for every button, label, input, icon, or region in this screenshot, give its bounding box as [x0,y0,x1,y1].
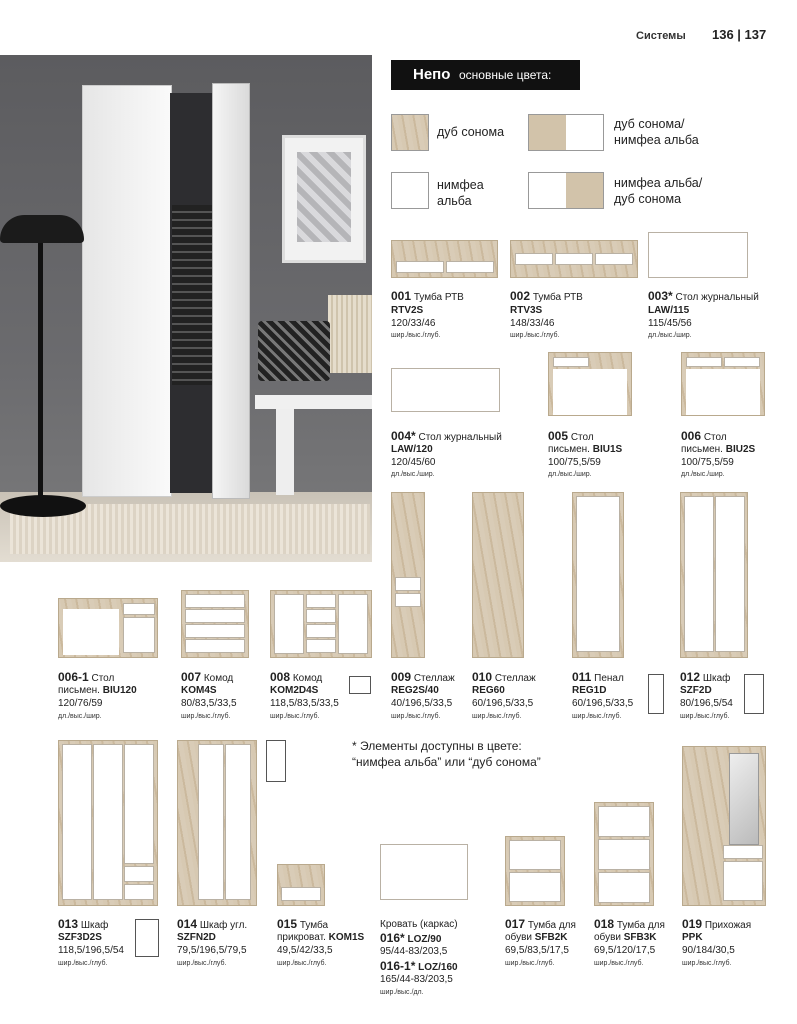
product-code: REG60 [472,685,505,696]
desk-005 [548,352,632,416]
dims-label: шир./выс./глуб. [594,960,644,967]
bed-code: LOZ/90 [407,934,442,945]
bed-title: Кровать (каркас) [380,919,458,930]
product-dims: 79,5/196,5/79,5 [177,945,247,956]
product-name: Прихожая [704,920,752,931]
bed-016 [380,844,468,900]
product-dims: 80/83,5/33,5 [181,698,237,709]
bed-code-2: LOZ/160 [418,962,458,973]
product-number: 009 [391,670,412,684]
product-dims: 60/196,5/33,5 [572,698,634,709]
bench [255,395,372,409]
shelf-009 [391,492,425,658]
wall-picture [282,135,366,263]
product-name-2: письмен. [681,444,723,455]
product-name-2: прикроват. [277,932,326,943]
product-dims: 100/75,5/59 [681,457,734,468]
product-name: Тумба РТВ [532,292,583,303]
sketch-008 [349,676,371,694]
dims-label: шир./выс./глуб. [682,960,732,967]
product-name: Стеллаж [413,673,455,684]
product-number: 002 [510,289,531,303]
product-dims: 69,5/120/17,5 [594,945,656,956]
hallway-019 [682,746,766,906]
dresser-008 [270,590,372,658]
product-dims: 40/196,5/33,5 [391,698,453,709]
dims-label: дл./выс./шир. [648,332,692,339]
product-dims: 120/33/46 [391,318,436,329]
product-name: Стол [570,432,594,443]
shelf-010 [472,492,524,658]
product-number: 006 [681,429,702,443]
product-name: Пенал [594,673,624,684]
product-code: RTV2S [391,305,424,316]
product-name: Тумба для [616,920,665,931]
page-numbers: 136 | 137 [712,27,767,42]
product-name: Стол журнальный [418,432,502,443]
swatch-white [391,172,429,209]
swatch-label-oak-white: дуб сонома/ нимфеа альба [614,117,699,147]
dims-label: шир./выс./глуб. [277,960,327,967]
dims-label: шир./выс./глуб. [505,960,555,967]
dims-label: шир./выс./глуб. [58,960,108,967]
desk-006 [681,352,765,416]
swatch-white-oak [528,172,604,209]
product-number: 006-1 [58,670,89,684]
swatch-label-oak: дуб сонома [437,125,505,139]
swatch-label-white-oak: нимфеа альба/ дуб сонома [614,176,703,206]
product-dims: 60/196,5/33,5 [472,698,534,709]
bed-number-2: 016-1* [380,959,416,973]
product-number: 010 [472,670,493,684]
dims-label: шир./выс./глуб. [572,713,622,720]
product-code: RTV3S [510,305,543,316]
bed-dims-2: 165/44-83/203,5 [380,974,453,985]
product-name: Шкаф [702,673,731,684]
sketch-011 [648,674,664,714]
product-dims: 69,5/83,5/17,5 [505,945,569,956]
product-dims: 90/184/30,5 [682,945,735,956]
product-number: 012 [680,670,701,684]
swatch-oak-white [528,114,604,151]
product-name-2: письмен. [58,685,100,696]
dims-label: дл./выс./шир. [548,471,592,478]
product-name: Стеллаж [494,673,536,684]
section-title: Системы [636,30,686,42]
dims-label: шир./выс./глуб. [270,713,320,720]
product-dims: 49,5/42/33,5 [277,945,333,956]
product-number: 008 [270,670,291,684]
product-number: 014 [177,917,198,931]
product-number: 003* [648,289,673,303]
nightstand-015 [277,864,325,906]
product-code: SZF3D2S [58,932,102,943]
bed-dims-label: шир./выс./дл. [380,989,424,996]
desk-006-1 [58,598,158,658]
product-number: 001 [391,289,412,303]
sketch-013 [135,919,159,957]
product-code: KOM2D4S [270,685,319,696]
product-code: SZF2D [680,685,712,696]
swatch-oak [391,114,429,151]
wardrobe [82,85,172,497]
dims-label: шир./выс./глуб. [391,332,441,339]
product-code: REG1D [572,685,607,696]
sketch-014 [266,740,286,782]
product-name-2: письмен. [548,444,590,455]
product-number: 017 [505,917,526,931]
product-name-2: обуви [505,932,532,943]
bed-dims: 95/44-83/203,5 [380,946,448,957]
product-dims: 120/45/60 [391,457,436,468]
product-code: SFB2K [534,932,568,943]
floor-lamp [0,215,84,243]
product-number: 011 [572,670,592,684]
cabinet-011 [572,492,624,658]
product-code: KOM1S [328,932,365,943]
dims-label: шир./выс./глуб. [472,713,522,720]
wardrobe-012 [680,492,748,658]
product-name: Комод [203,673,234,684]
dims-label: шир./выс./глуб. [177,960,227,967]
product-number: 004* [391,429,416,443]
dims-label: дл./выс./шир. [58,713,102,720]
banner-subtitle: основные цвета: [459,68,552,82]
interior-photo [0,55,372,562]
product-dims: 120/76/59 [58,698,103,709]
tv-stand-001 [391,240,498,278]
product-code: SZFN2D [177,932,216,943]
product-code: LAW/120 [391,444,433,455]
dresser-007 [181,590,249,658]
dims-label: шир./выс./глуб. [680,713,730,720]
product-name: Комод [292,673,323,684]
bed-number: 016* [380,931,405,945]
product-number: 019 [682,917,703,931]
dims-label: дл./выс./шир. [391,471,435,478]
swatch-label-white: нимфеа альба [437,178,484,208]
product-dims: 80/196,5/54 [680,698,733,709]
product-name-2: обуви [594,932,621,943]
dims-label: шир./выс./глуб. [510,332,560,339]
product-dims: 115/45/56 [648,318,692,329]
product-code: REG2S/40 [391,685,439,696]
brand-name: Непо [413,66,451,83]
coffee-table-004 [391,368,500,412]
product-code: BIU1S [592,444,623,455]
product-name: Стол журнальный [675,292,759,303]
dims-label: дл./выс./шир. [681,471,725,478]
shoe-cabinet-017 [505,836,565,906]
product-name: Тумба РТВ [413,292,464,303]
product-number: 013 [58,917,79,931]
product-name: Стол [91,673,115,684]
product-number: 005 [548,429,569,443]
product-dims: 100/75,5/59 [548,457,601,468]
product-code: LAW/115 [648,305,690,316]
product-dims: 118,5/83,5/33,5 [270,698,339,709]
product-name: Тумба для [527,920,576,931]
colors-banner [391,60,580,90]
product-name: Шкаф угл. [199,920,248,931]
product-code: PPK [682,932,703,943]
product-number: 007 [181,670,202,684]
tv-stand-002 [510,240,638,278]
product-code: BIU2S [725,444,756,455]
product-number: 018 [594,917,615,931]
product-name: Стол [703,432,727,443]
product-code: KOM4S [181,685,217,696]
availability-note: * Элементы доступны в цвете: “нимфеа альба” или “дуб сонома” [352,739,541,769]
dims-label: шир./выс./глуб. [391,713,441,720]
product-dims: 118,5/196,5/54 [58,945,124,956]
dims-label: шир./выс./глуб. [181,713,231,720]
product-number: 015 [277,917,298,931]
corner-wardrobe-014 [177,740,257,906]
product-code: SFB3K [623,932,657,943]
sketch-012 [744,674,764,714]
product-name: Тумба [299,920,329,931]
product-dims: 148/33/46 [510,318,555,329]
product-name: Шкаф [80,920,109,931]
product-code: BIU120 [102,685,137,696]
coffee-table-003 [648,232,748,278]
wardrobe-013 [58,740,158,906]
shoe-cabinet-018 [594,802,654,906]
